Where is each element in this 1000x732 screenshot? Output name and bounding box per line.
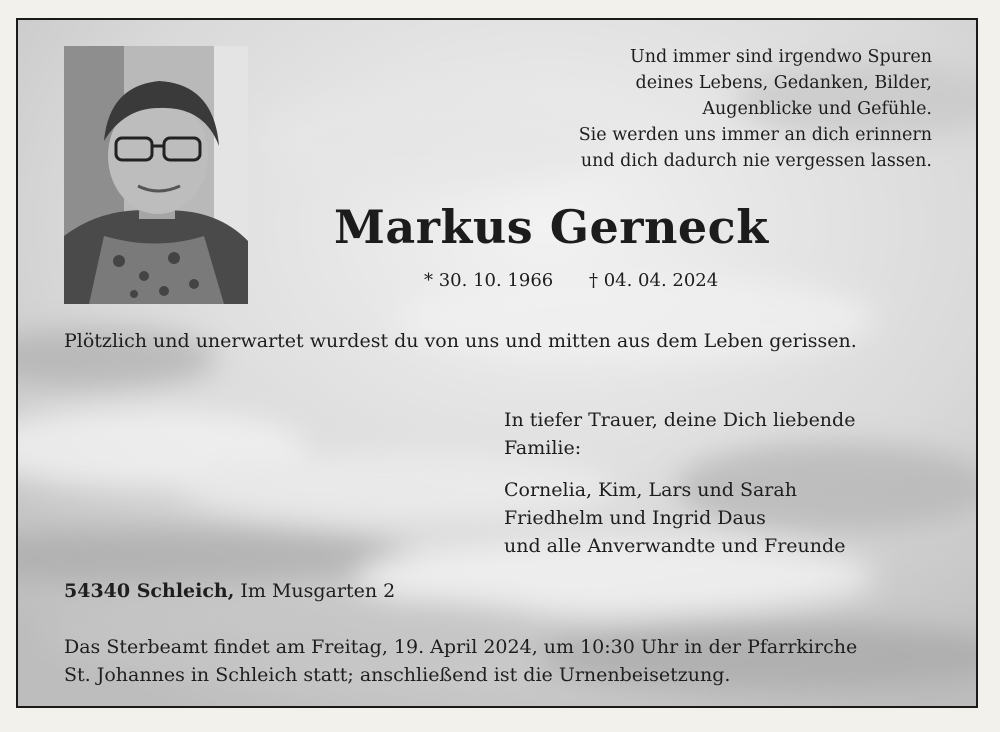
life-dates xyxy=(424,270,718,291)
intro-text: Plötzlich und unerwartet wurdest du von uns und mitten aus dem Leben gerissen. xyxy=(64,330,857,352)
portrait-photo xyxy=(64,46,248,304)
memorial-quote xyxy=(472,44,932,174)
address xyxy=(64,580,395,602)
mourner-name: und alle Anverwandte und Freunde xyxy=(504,535,846,557)
mourner-name: Cornelia, Kim, Lars und Sarah xyxy=(504,479,797,501)
obituary-card xyxy=(16,18,978,708)
quote-line: und dich dadurch nie vergessen lassen. xyxy=(580,151,932,171)
birth-date: * 30. 10. 1966 xyxy=(424,270,554,291)
mourner-name: Friedhelm und Ingrid Daus xyxy=(504,507,766,529)
address-city: 54340 Schleich, xyxy=(64,580,235,602)
quote-line: Und immer sind irgendwo Spuren xyxy=(630,47,932,67)
mourning-line: In tiefer Trauer, deine Dich liebende Familie: xyxy=(504,409,856,459)
quote-line: deines Lebens, Gedanken, Bilder, xyxy=(635,73,932,93)
service-line: St. Johannes in Schleich statt; anschließend ist die Urnenbeisetzung. xyxy=(64,664,731,686)
address-street: Im Musgarten 2 xyxy=(240,580,396,602)
quote-line: Sie werden uns immer an dich erinnern xyxy=(578,125,932,145)
service-line: Das Sterbeamt findet am Freitag, 19. April 2024, um 10:30 Uhr in der Pfarrkirche xyxy=(64,636,858,658)
service-info xyxy=(64,633,944,689)
death-date: † 04. 04. 2024 xyxy=(588,270,719,291)
quote-line: Augenblicke und Gefühle. xyxy=(702,99,932,119)
deceased-name: Markus Gerneck xyxy=(334,200,769,254)
mourner-names xyxy=(504,476,934,560)
